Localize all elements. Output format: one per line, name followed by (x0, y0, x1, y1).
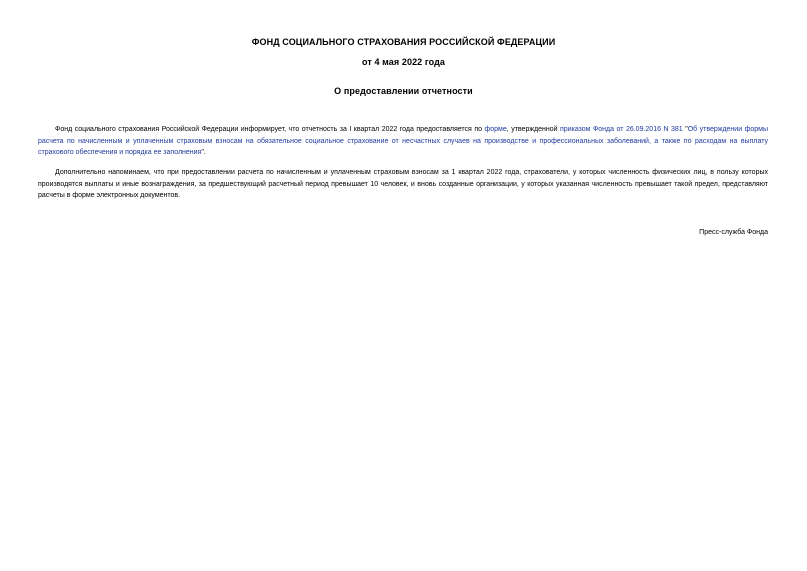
quote-close: ". (201, 149, 206, 156)
organization-heading: ФОНД СОЦИАЛЬНОГО СТРАХОВАНИЯ РОССИЙСКОЙ ФЕДЕРАЦИИ (251, 37, 556, 47)
press-service-signature: Пресс-служба Фонда (699, 229, 768, 236)
paragraph-electronic-reporting: Дополнительно напоминаем, что при предоставлении расчета по начисленным и уплаченным страховым взносам за 1 квартал 2022 года, страхователи, у которых численность физических лиц, в пользу которых производятся выплаты и иные вознаграждения, за предшествующий расчетный период превышает 10 человек, и вновь созданные организации, у которых указанная численность превышает такой предел, представляют расчеты в форме электронных документов. (38, 169, 768, 199)
paragraph-text: Фонд социального страхования Российской Федерации информирует, что отчетность за I квартал 2022 года предоставляется по (55, 126, 485, 133)
order-link[interactable]: приказом Фонда от 26.09.2016 N 381 (560, 126, 683, 133)
order-title-link[interactable]: Об утверждении формы расчета по начисленным и уплаченным страховым взносам на обязательное социальное страхование от несчастных случаев на производстве и профессиональных заболеваний, а также по расходам на выплату страхового обеспечения и порядка ее заполнения (38, 126, 768, 156)
form-link[interactable]: форме (484, 126, 507, 133)
document-title: О предоставлении отчетности (334, 86, 473, 96)
paragraph-reporting-info (38, 124, 768, 159)
quote-open: " (682, 126, 688, 133)
document-date: от 4 мая 2022 года (361, 57, 446, 67)
paragraph-text: , утвержденной (506, 126, 561, 133)
